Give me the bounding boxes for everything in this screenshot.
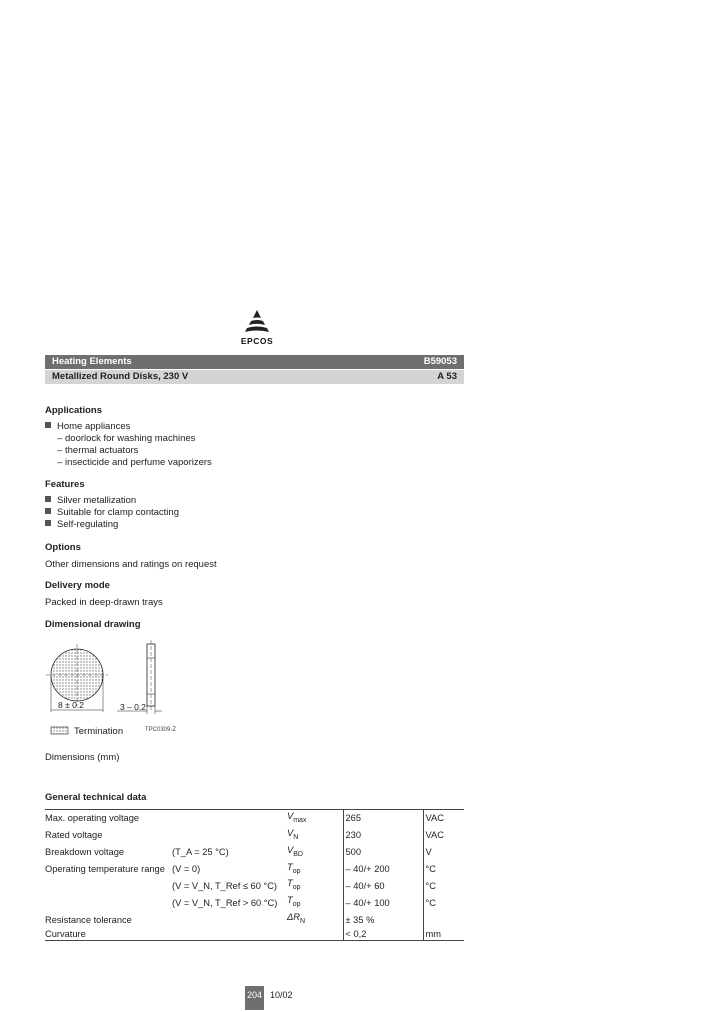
table-cell-cond	[172, 810, 287, 827]
table-cell-cond: (V = V_N, T_Ref ≤ 60 °C)	[172, 880, 278, 891]
symbol-subscript: BD	[293, 850, 303, 858]
table-cell-value: 500	[343, 844, 423, 861]
section-title: Heating Elements	[52, 356, 132, 367]
list-item	[45, 519, 179, 531]
table-cell-cond: (T_A = 25 °C)	[172, 847, 229, 858]
table-cell-param	[45, 894, 172, 911]
product-code: A 53	[437, 371, 457, 382]
list-item: – thermal actuators	[57, 445, 139, 456]
bullet-icon	[45, 520, 51, 526]
table-cell-value: < 0,2	[343, 928, 423, 941]
footer-date: 10/02	[270, 990, 293, 1000]
termination-swatch	[51, 727, 68, 734]
symbol-subscript: op	[292, 867, 301, 875]
delivery-text: Packed in deep-drawn trays	[45, 597, 163, 608]
table-cell-cond	[172, 911, 287, 928]
symbol: T	[287, 878, 293, 889]
symbol: ΔR	[287, 912, 300, 923]
disk-drawing-svg	[44, 640, 194, 740]
table-row	[45, 877, 464, 894]
product-title: Metallized Round Disks, 230 V	[52, 371, 189, 382]
table-cell-cond: (V = 0)	[172, 864, 201, 874]
options-heading: Options	[45, 542, 81, 553]
table-cell-param	[45, 877, 172, 894]
table-cell-cond: (V = V_N, T_Ref > 60 °C)	[172, 897, 278, 908]
table-row	[45, 827, 464, 844]
table-cell-unit: VAC	[423, 810, 464, 827]
dimensions-caption: Dimensions (mm)	[45, 752, 120, 763]
thickness-label: 3 – 0.2	[120, 702, 146, 712]
list-item-label: Home appliances	[57, 421, 131, 432]
tech-heading: General technical data	[45, 792, 147, 803]
options-text: Other dimensions and ratings on request	[45, 559, 217, 570]
list-item-label: Self-regulating	[57, 519, 119, 530]
symbol-subscript: N	[293, 833, 299, 841]
table-cell-sym	[287, 911, 343, 928]
table-cell-sym	[287, 810, 343, 827]
bullet-icon	[45, 508, 51, 514]
table-cell-value: 265	[343, 810, 423, 827]
table-cell-value: – 40/+ 60	[343, 877, 423, 894]
table-cell-unit: °C	[423, 894, 464, 911]
list-item-label: Silver metallization	[57, 495, 137, 506]
list-item	[45, 421, 212, 433]
table-cell-sym	[287, 877, 343, 894]
delivery-heading: Delivery mode	[45, 580, 110, 591]
diameter-label: 8 ± 0.2	[58, 700, 84, 710]
table-cell-value: 230	[343, 827, 423, 844]
list-item	[45, 507, 179, 519]
table-row	[45, 928, 464, 941]
symbol-subscript: N	[299, 918, 306, 926]
header-bar-secondary	[45, 370, 464, 384]
bullet-icon	[45, 496, 51, 502]
list-item-label: doorlock for washing machines	[65, 433, 196, 444]
dimensional-drawing	[44, 640, 194, 740]
table-row	[45, 861, 464, 878]
table-cell-param: Rated voltage	[45, 830, 103, 841]
table-cell-unit: mm	[423, 928, 464, 941]
bullet-icon	[45, 422, 51, 428]
table-cell-param: Resistance tolerance	[45, 914, 132, 925]
epcos-logo-mark	[242, 310, 272, 334]
drawing-code: TPC0309-Z	[145, 727, 177, 733]
table-row	[45, 894, 464, 911]
symbol-subscript: op	[292, 901, 301, 909]
table-cell-param: Curvature	[45, 928, 172, 941]
brand-text: EPCOS	[240, 336, 274, 346]
table-cell-sym	[287, 827, 343, 844]
termination-label: Termination	[74, 726, 124, 737]
features-list	[45, 495, 179, 531]
table-row	[45, 911, 464, 928]
table-cell-sym	[287, 844, 343, 861]
table-cell-unit: VAC	[423, 827, 464, 844]
page-number: 204	[245, 986, 264, 1010]
table-cell-sym	[287, 894, 343, 911]
table-cell-cond	[172, 827, 287, 844]
tech-table	[45, 809, 464, 941]
table-cell-value: – 40/+ 100	[343, 894, 423, 911]
list-item: – insecticide and perfume vaporizers	[57, 457, 212, 468]
table-cell-cond	[172, 928, 287, 941]
table-cell-sym	[287, 928, 343, 941]
epcos-logo	[236, 310, 278, 348]
symbol-subscript: op	[292, 884, 301, 892]
table-row	[45, 844, 464, 861]
table-cell-value: – 40/+ 200	[343, 861, 423, 878]
table-cell-unit: V	[423, 844, 464, 861]
symbol-subscript: max	[293, 816, 307, 824]
list-item: – doorlock for washing machines	[57, 433, 196, 444]
features-heading: Features	[45, 479, 85, 490]
list-item-label: Suitable for clamp contacting	[57, 507, 179, 518]
header-bar-primary	[45, 355, 464, 369]
symbol: V	[287, 811, 294, 821]
table-cell-unit: °C	[423, 861, 464, 878]
applications-list	[45, 421, 212, 469]
list-item-label: thermal actuators	[65, 445, 139, 456]
part-number: B59053	[423, 356, 457, 367]
table-cell-param: Breakdown voltage	[45, 847, 125, 858]
list-item	[45, 495, 179, 507]
table-row	[45, 810, 464, 827]
table-cell-sym	[287, 861, 343, 878]
symbol: T	[287, 895, 293, 906]
symbol: V	[287, 827, 294, 838]
table-cell-param: Max. operating voltage	[45, 810, 172, 827]
symbol: T	[287, 861, 293, 872]
applications-heading: Applications	[45, 405, 103, 416]
symbol: V	[287, 844, 294, 855]
drawing-heading: Dimensional drawing	[45, 619, 141, 630]
table-cell-param: Operating temperature range	[45, 864, 165, 874]
table-cell-value: ± 35 %	[343, 911, 423, 928]
table-cell-unit	[423, 911, 464, 928]
table-cell-unit: °C	[423, 877, 464, 894]
list-item-label: insecticide and perfume vaporizers	[65, 457, 212, 468]
